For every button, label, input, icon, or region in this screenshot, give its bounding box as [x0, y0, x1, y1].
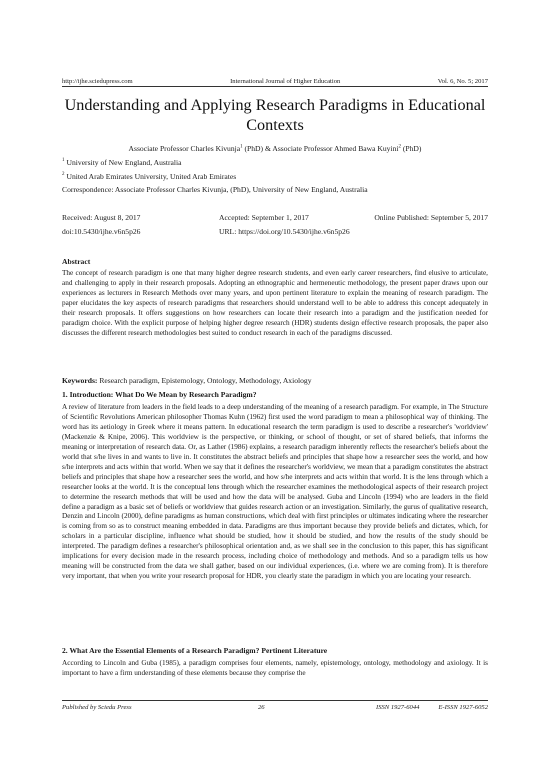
- affiliation-2: [62, 172, 236, 181]
- accepted-date: Accepted: September 1, 2017: [219, 213, 309, 222]
- dates-row: [62, 213, 488, 224]
- affiliation-2-text: United Arab Emirates University, United Arab Emirates: [66, 172, 237, 181]
- published-date: Online Published: September 5, 2017: [374, 213, 488, 222]
- keywords-label: Keywords:: [62, 376, 98, 385]
- page-number: 26: [258, 704, 265, 711]
- abstract-heading: Abstract: [62, 257, 91, 266]
- header-url[interactable]: http://ijhe.sciedupress.com: [62, 78, 133, 85]
- author-1-affil-mark: 1: [240, 144, 243, 150]
- received-date: Received: August 8, 2017: [62, 213, 141, 222]
- correspondence: Correspondence: Associate Professor Charles Kivunja, (PhD), University of New England, Australia: [62, 185, 368, 194]
- doi-row: [62, 227, 488, 238]
- paper-title: Understanding and Applying Research Paradigms in Educational Contexts: [64, 96, 486, 134]
- author-2-suffix: (PhD): [400, 144, 422, 153]
- section-1-heading: 1. Introduction: What Do We Mean by Research Paradigm?: [62, 390, 257, 399]
- keywords: [62, 376, 488, 385]
- footer-issn: ISSN 1927-6044: [376, 704, 420, 711]
- abstract-body: The concept of research paradigm is one that many higher degree research students, and even early career researchers, find elusive to articulate, and challenging to apply in their research proposals. Adopting an ethnographic and hermeneutic methodology, the present paper draws upon our experiences as lecturers in Research Methods over many years, and upon pertinent literature to explain the meaning of research paradigm. The paper elucidates the key aspects of research paradigms that researchers should understand well to be able to address this concept adequately in their research proposals. It offers suggestions on how researchers can locate their research into a paradigm and the justification needed for paradigm choice. With the explicit purpose of helping higher degree research (HDR) students design effective research proposals, the paper also discusses the different research methodologies best suited to conduct research in each of the paradigms discussed.: [62, 269, 488, 337]
- running-header: [62, 75, 488, 85]
- author-1: Associate Professor Charles Kivunja: [128, 144, 241, 153]
- running-footer: [62, 704, 488, 714]
- footer-eissn: E-ISSN 1927-6052: [438, 704, 488, 711]
- header-divider: [62, 86, 488, 87]
- author-line: [62, 144, 488, 153]
- footer-publisher: Published by Sciedu Press: [62, 704, 132, 711]
- doi[interactable]: doi:10.5430/ijhe.v6n5p26: [62, 227, 141, 236]
- doi-url[interactable]: URL: https://doi.org/10.5430/ijhe.v6n5p26: [219, 227, 350, 236]
- author-2-affil-mark: 2: [398, 144, 401, 150]
- affiliation-2-number: 2: [62, 172, 65, 178]
- section-2-body: According to Lincoln and Guba (1985), a paradigm comprises four elements, namely, epistemology, ontology, methodology and axiology. It is important to have a firm understanding of these elements because they comprise the: [62, 659, 488, 677]
- author-2: (PhD) & Associate Professor Ahmed Bawa Kuyini: [242, 144, 399, 153]
- affiliation-1-text: University of New England, Australia: [66, 158, 182, 167]
- keywords-text: Research paradigm, Epistemology, Ontology, Methodology, Axiology: [97, 376, 312, 385]
- section-1-body: A review of literature from leaders in the field leads to a deep understanding of the meaning of a research paradigm. For example, in The Structure of Scientific Revolutions American philosopher Thomas Kuhn (1962) first used the word paradigm to mean a philosophical way of thinking. The word has its aetiology in Greek where it means pattern. In educational research the term paradigm is used to describe a researcher's 'worldview' (Mackenzie & Knipe, 2006). This worldview is the perspective, or thinking, or school of thought, or set of shared beliefs, that informs the meaning or interpretation of research data. Or, as Lather (1986) explains, a research paradigm inherently reflects the researcher's beliefs about the world that s/he lives in and wants to live in. It constitutes the abstract beliefs and principles that shape how a researcher sees the world, and how s/he interprets and acts within that world. When we say that it defines the researcher's worldview, we mean that a paradigm constitutes the abstract beliefs and principles that shape how a researcher sees the world, and how s/he interprets and acts within that world. It is the lens through which a researcher looks at the world. It is the conceptual lens through which the researcher examines the methodological aspects of their research project to determine the research methods that will be used and how the data will be analysed. Guba and Lincoln (1994) who are leaders in the field define a paradigm as a basic set of beliefs or worldview that guides research action or an investigation. Similarly, the gurus of qualitative research, Denzin and Lincoln (2000), define paradigms as human constructions, which deal with first principles or ultimates indicating where the researcher is coming from so as to construct meaning embedded in data. Paradigms are thus important because they provide beliefs and dictates, which, for scholars in a particular discipline, influence what should be studied, how it should be studied, and how the results of the study should be interpreted. The paradigm defines a researcher's philosophical orientation and, as we shall see in the conclusion to this paper, this has significant implications for every decision made in the research process, including choice of methodology and methods. And so a paradigm tells us how meaning will be constructed from the data we shall gather, based on our individual experiences, (i.e. where we are coming from). It is therefore very important, that when you write your research proposal for HDR, you clearly state the paradigm in which you are locating your research.: [62, 403, 488, 581]
- footer-divider: [62, 700, 488, 701]
- section-2-heading: 2. What Are the Essential Elements of a Research Paradigm? Pertinent Literature: [62, 646, 328, 655]
- affiliation-1: [62, 158, 181, 167]
- affiliation-1-number: 1: [62, 158, 65, 164]
- header-journal: International Journal of Higher Education: [230, 78, 341, 85]
- header-volume: Vol. 6, No. 5; 2017: [437, 78, 488, 85]
